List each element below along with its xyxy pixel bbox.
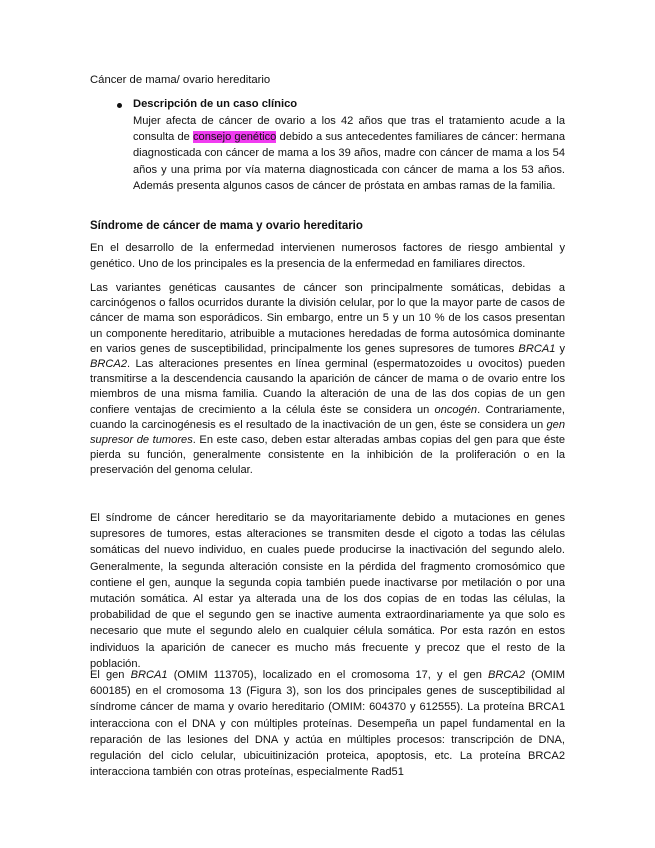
case-description: Mujer afecta de cáncer de ovario a los 42 años que tras el tratamiento acude a la consulta de consejo genético debido a sus antecedentes familiares de cáncer: hermana diagnosticada con cáncer de mama a los 39 años, madre con cáncer de mama a los 54 años y una prima por vía materna diagnosticada con cáncer de mama a los 53 años. Además presenta algunos casos de cáncer de próstata en ambas ramas de la familia. [133,115,566,192]
paragraph-hereditary-syndrome: El síndrome de cáncer hereditario se da mayoritariamente debido a mutaciones en genes supresores de tumores, estas alteraciones se transmiten desde el cigoto a todas las células somáticas del nuevo individuo, en cuales puede producirse la inactivación del segundo alelo. Generalmente, la segunda alteración consiste en la pérdida del fragmento cromosómico que contiene el gen, aunque la segunda copia también puede inactivarse por metilación o por una mutación somática. Al estar ya alterada una de los dos copias de en todas las células, la probabilidad de que el segundo gen se inactive aumenta extraordinariamente ya que solo es necesario que mute el segundo alelo en cualquier célula somática. Por esta razón en estos individuos la aparición de canecer es mucho más frecuente y precoz que el resto de la población. [90,512,565,670]
paragraph-risk-factors: En el desarrollo de la enfermedad intervienen numerosos factores de riesgo ambiental y genético. Uno de los principales es la presencia de la enfermedad en familiares directos. [90,242,565,271]
bullet-icon [117,103,122,108]
paragraph-genetic-variants: Las variantes genéticas causantes de cáncer son principalmente somáticas, debidas a carcinógenos o fallos ocurridos durante la división celular, por lo que la mayor parte de casos de cáncer de mama son esporádicos. Sin embargo, entre un 5 y un 10 % de los casos presentan un componente hereditario, atribuible a mutaciones heredadas de forma autosómica dominante en varios genes de susceptibilidad, principalmente los genes supresores de tumores BRCA1 y BRCA2. Las alteraciones presentes en línea germinal (espermatozoides u ovocitos) pueden transmitirse a la descendencia causando la aparición de cáncer de mama o de ovario entre los miembros de una misma familia. Cuando la alteración de una de las dos copias de un gen confiere ventajas de crecimiento a la célula éste se considera un oncogén. Contrariamente, cuando la carcinogénesis es el resultado de la inactivación de un gen, éste se considera un gen supresor de tumores. En este caso, deben estar alteradas ambas copias del gen para que éste pierda su función, generalmente consistente en la inhibición de la proliferación o en la preservación del genoma celular. [90,282,565,477]
highlighted-text: consejo genético [193,131,277,144]
section-heading: Síndrome de cáncer de mama y ovario hereditario [90,220,363,232]
paragraph-brca-genes: El gen BRCA1 (OMIM 113705), localizado en el cromosoma 17, y el gen BRCA2 (OMIM 600185) en el cromosoma 13 (Figura 3), son los dos principales genes de susceptibilidad al síndrome cáncer de mama y ovario hereditario (OMIM: 604370 y 612555). La proteína BRCA1 interacciona con el DNA y con múltiples proteínas. Desempeña un papel fundamental en la reparación de las lesiones del DNA y actúa en múltiples procesos: transcripción de DNA, regulación del ciclo celular, ubicuitinización proteica, apoptosis, etc. La proteína BRCA2 interacciona también con otras proteínas, especialmente Rad51 [90,669,565,779]
document-title: Cáncer de mama/ ovario hereditario [90,74,271,86]
case-heading: Descripción de un caso clínico [133,98,298,110]
